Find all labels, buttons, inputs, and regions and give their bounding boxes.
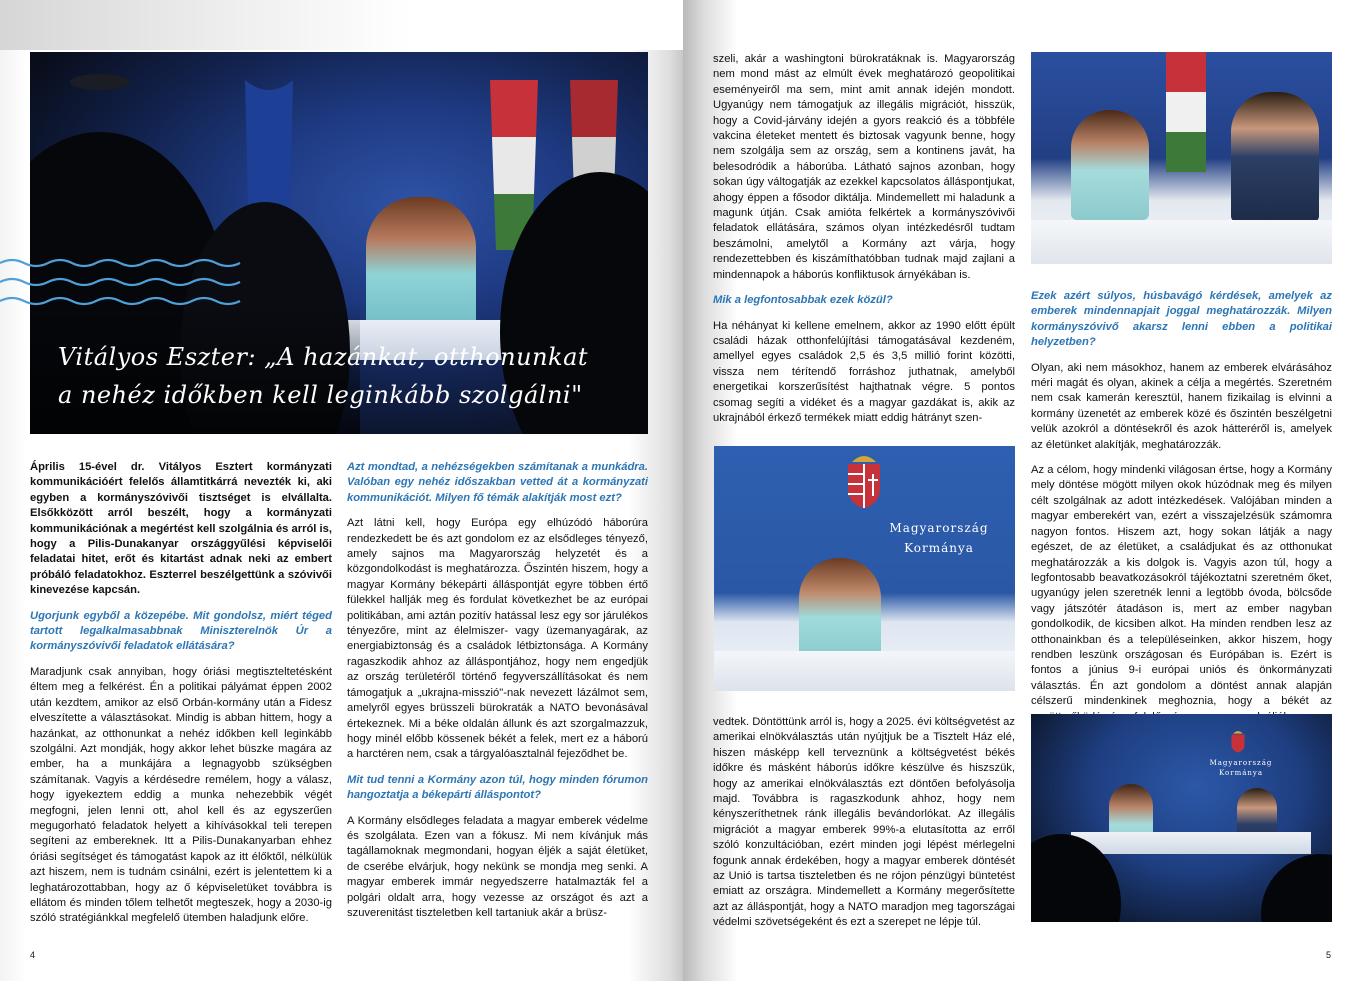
press-photo-spokesperson	[714, 446, 1015, 691]
page-shadow	[0, 0, 683, 50]
government-label-line: Magyarország	[889, 521, 989, 535]
text-column-right-2	[1031, 289, 1332, 735]
text-column-right-1-bottom	[713, 715, 1015, 941]
hungarian-flag-icon	[1166, 52, 1206, 172]
press-photo-two-speakers	[1031, 52, 1332, 264]
government-label-line: Kormánya	[904, 541, 974, 555]
page-number: 4	[30, 950, 36, 960]
interview-question: Ezek azért súlyos, húsbavágó kérdések, amelyek az emberek mindennapjait joggal meghatározzák. Milyen kormányszóvivő akarsz lenni ebben a politikai helyzetben?	[1031, 290, 1332, 349]
body-paragraph: Olyan, aki nem másokhoz, hanem az emberek elvárásához méri magát és olyan, akinek a célja a megértés. Szeretném nem csak kamerán keresztül, hanem fizikailag is elvinni a kormány üzenetét az emberek közé és őszintén beszélgetni velük azokról a döntésekről és azok hátteréről is, amelyek az életünket alakítják, meghatározzák.	[1031, 361, 1332, 451]
audience-silhouette	[70, 74, 130, 90]
speaker-figure	[799, 558, 881, 666]
text-column-left-1	[30, 460, 332, 937]
interview-question: Mit tud tenni a Kormány azon túl, hogy minden fórumon hangoztatja a békepárti álláspontot?	[347, 773, 648, 802]
body-paragraph: Az a célom, hogy mindenki világosan értse, hogy a Kormány mely döntése mögött milyen okok húzódnak meg és milyen célt szolgálnak az adott intézkedések. Valójában minden a magyar emberekért van, ezért a visszajelzésük számomra nagyon fontos. Hiszem azt, hogy sokan látják a nagy egészet, de az életüket, a családjukat és az otthonukat meghatározzák a kis dolgok is. Vagyis azon túl, hogy a legfontosabb beavatkozásokról tájékoztatni szeretném őket, ugyanúgy jelen szeretnék lenni a legtöbb óvoda, bölcsőde vagy játszótér átadáson is, mert az ember nagyban gondolkodik, de kicsiben alkot. Ha minden rendben lesz az otthonainkban és a településeinken, akkor hiszem, hogy rendben leszünk országosan és Európában is. Ezért is fontos a június 9-i európai uniós és önkormányzati választás. Én azt gondolom a döntést annak alapján célszerű mindenkinek meghoznia, hogy a békét az	[1031, 464, 1332, 708]
government-label	[1201, 758, 1281, 778]
body-paragraph: Ha néhányat ki kellene emelnem, akkor az 1990 előtt épült családi házak otthonfelújítási támogatásával kezdeném, amellyel egyes családok 2,5 és 3,5 millió forint közötti, vissza nem térítendő forráshoz juthatnak, amelyből energetikai korszerűsítést hajthatnak végre. 5 pontos csomag segíti a vidéket és a magyar gazdákat is, akik az ukrajnából érkező termékek miatt eddig hátrányt szen-	[713, 319, 1015, 424]
audience-silhouette	[1261, 854, 1332, 922]
government-label-line: Kormánya	[1218, 769, 1264, 777]
lead-paragraph: Április 15-ével dr. Vitályos Esztert kormányzati kommunikációért felelős államtitkárrá nevezték ki, aki egyben a kormányszóvivői tisztséget is elvállalta. Elsőkközött arról beszélt, hogy a kormányzati kommunikációnak a megértést kell szolgálnia és arról is, hogy a Pilis-Dunakanyar országgyűlési képviselői feladatai hitet, erőt és kitartást adnak neki az embert próbáló feladatokhoz. Eszterrel beszélgettünk a szóvivői kinevezése kapcsán.	[30, 461, 332, 597]
podium-desk	[1031, 220, 1332, 264]
speaker-figure	[366, 197, 476, 337]
article-title	[58, 338, 628, 414]
government-label	[864, 518, 1014, 558]
text-column-left-2	[347, 460, 648, 931]
body-paragraph: Maradjunk csak annyiban, hogy óriási megtiszteltetésként éltem meg a felkérést. Én a politikai pályámat éppen 2002 után kezdtem, amikor az első Orbán-kormány után a Fidesz elveszítette a választásokat. Mindig is abban hittem, hogy a hazánkat, az otthonunkat a nehéz időkben kell leginkább szolgálni. Azt mondják, hogy akkor lehet büszke magára az ember, ha a munkájára a legnagyobb szükségben számítanak. Vagyis a kérdésedre remélem, hogy a válasz, hogy igyekeztem eddig a munka nehezebbik végét megfogni, jelen lenni ott, ahol kell és az egyszerűen megugorható feladatok helyett a kihívásokkal teli terepen segíteni az embereknek. Itt a Pilis-Dunakanyarban ehhez óriási segítséget és támogatást kapok az itt élőktől, nélkülük azt hiszem, nem is tudnám csinálni, ezért is jelentettem ki a leghatározottabban, hogy az ő képviseletüket továbbra is ellátom és minden tőlem telhetőt megteszek, hogy a 2030-ig szóló stratégiánkkal megfelelő ütemben haladjunk előre.	[30, 665, 332, 925]
coat-of-arms-icon	[1229, 728, 1247, 754]
interview-question: Azt mondtad, a nehézségekben számítanak a munkádra. Valóban egy nehéz időszakban vetted át a kormányzati kommunikációt. Milyen fő témák alakítják most ezt?	[347, 461, 648, 504]
speaker-figure	[1071, 110, 1149, 220]
government-label-line: Magyarország	[1209, 759, 1273, 767]
podium-desk	[714, 651, 1015, 691]
title-line: Vitályos Eszter: „A hazánkat, otthonunkat	[58, 343, 589, 371]
right-page	[683, 0, 1367, 981]
coat-of-arms-icon	[842, 450, 886, 510]
interview-question: Mik a legfontosabbak ezek közül?	[713, 294, 893, 307]
title-line: a nehéz időkben kell leginkább szolgálni"	[58, 381, 583, 409]
wave-decoration-icon	[0, 257, 250, 269]
podium-desk	[1071, 832, 1311, 854]
body-paragraph: A Kormány elsődleges feladata a magyar emberek védelme és szolgálata. Ezen van a fókusz. Mi nem kívánjuk más tagállamoknak megmondani, hogyan éljék a saját életüket, de cserébe elvárjuk, hogy nekünk se mondja meg senki. A magyar emberek immár negyedszerre hatalmazták fel a polgári oldalt arra, hogy vezesse az országot és azt a szuverenitást tiszteletben kell tartaniuk akár a brüsz-	[347, 814, 648, 919]
body-paragraph: Azt látni kell, hogy Európa egy elhúzódó háborúra rendezkedett be és azt gondolom ez az elsődleges tényező, amely sajnos ma Magyarország helyzetét és a közgondolkodást is meghatározza. Őszintén hiszem, hogy a magyar Kormány békepárti álláspontját egyre többen értő fülekkel hallják meg és fordulat következhet be az európai politikában, ami aztán pozitív hatással lesz egy sor járulékos tényezőre, mint az élelmiszer- vagy üzemanyagárak, az energiabiztonság és a családok létbiztonsága. A Kormány ragaszkodik ahhoz az álláspontjához, hogy nem engedjük az ország területéről történő fegyverszállításokat és nem támogatjuk a „ukrajna-misszió"-nak nevezett lázálmot sem, amelyről egyes brüsszeli bürokraták a NATO bevonásával értekeznek. Mi a béke oldalán állunk és azt szorgalmazzuk, hogy minél előbb kössenek békét a felek, mert ez a háború a harctéren nem, csak a tárgyalóasztalnál fejeződhet be.	[347, 517, 648, 761]
page-number: 5	[1326, 950, 1332, 960]
wave-decoration-icon	[0, 276, 250, 288]
interview-question: Ugorjunk egyből a közepébe. Mit gondolsz, miért téged tartott legalkalmasabbnak Miniszterelnök Úr a kormányszóvivői feladatok ellátására?	[30, 609, 332, 653]
text-column-right-1-top	[713, 52, 1015, 436]
press-photo-wide	[1031, 714, 1332, 922]
wave-decoration-icon	[0, 295, 250, 307]
left-page	[0, 0, 683, 981]
speaker-figure	[1231, 92, 1319, 222]
body-paragraph: vedtek. Döntöttünk arról is, hogy a 2025. évi költségvetést az amerikai elnökválasztás után nyújtjuk be a Tisztelt Ház elé, hiszen másképp kell terveznünk a költségvetést békés időkre és másként háborús időkre készülve és hiszszük, hogy az amerikai elnökválasztás ezt döntően befolyásolja majd. Továbbra is ragaszkodunk ahhoz, hogy nem kényszeríthetnek ránk illegális bevándorlókat. Az illegális migrációt a magyar emberek 99%-a elutasította az erről szóló konzultációban, ezért minden jogi lépést mérlegelni fogunk annak érdekében, hogy a magyar emberek döntését az Unió is tartsa tiszteletben és ne rójon pénzügyi büntetést emiatt az országra. Mindemellett a Kormány megerősítette azt az álláspontját, hogy a NATO maradjon meg tagországai védelmi szövetségeként és ezt a szerepet ne lépje túl.	[713, 716, 1015, 929]
body-paragraph: szeli, akár a washingtoni bürokratáknak is. Magyarország nem mond mást az elmúlt évek meghatározó geopolitikai eseményeiről ma sem, mint amit annak idején mondott. Ugyanúgy nem támogatjuk az illegális migrációt, hisszük, hogy a Covid-járvány idején a gyors reakció és a többféle vakcina életeket mentett és biztosak vagyunk benne, hogy nem szolgálja sem az ország, sem a kontinens javát, ha belesodródik a háborúba. Látható sajnos azonban, hogy sokan úgy váltogatják az ezekkel kapcsolatos álláspontjukat, ahogy éppen a fősodor diktálja. Mindemellett mi haladunk a magunk útján. Csak amióta felkértek a kormányszóvivői feladatok ellátására, számos olyan intézkedésről tudtam beszámolni, amelytől a Kormány azt várja, hogy rendezettebben és kiszámíthatóbban tudnak majd zajlani a mindennapok a háborús konfliktusok árnyékában is.	[713, 53, 1015, 281]
